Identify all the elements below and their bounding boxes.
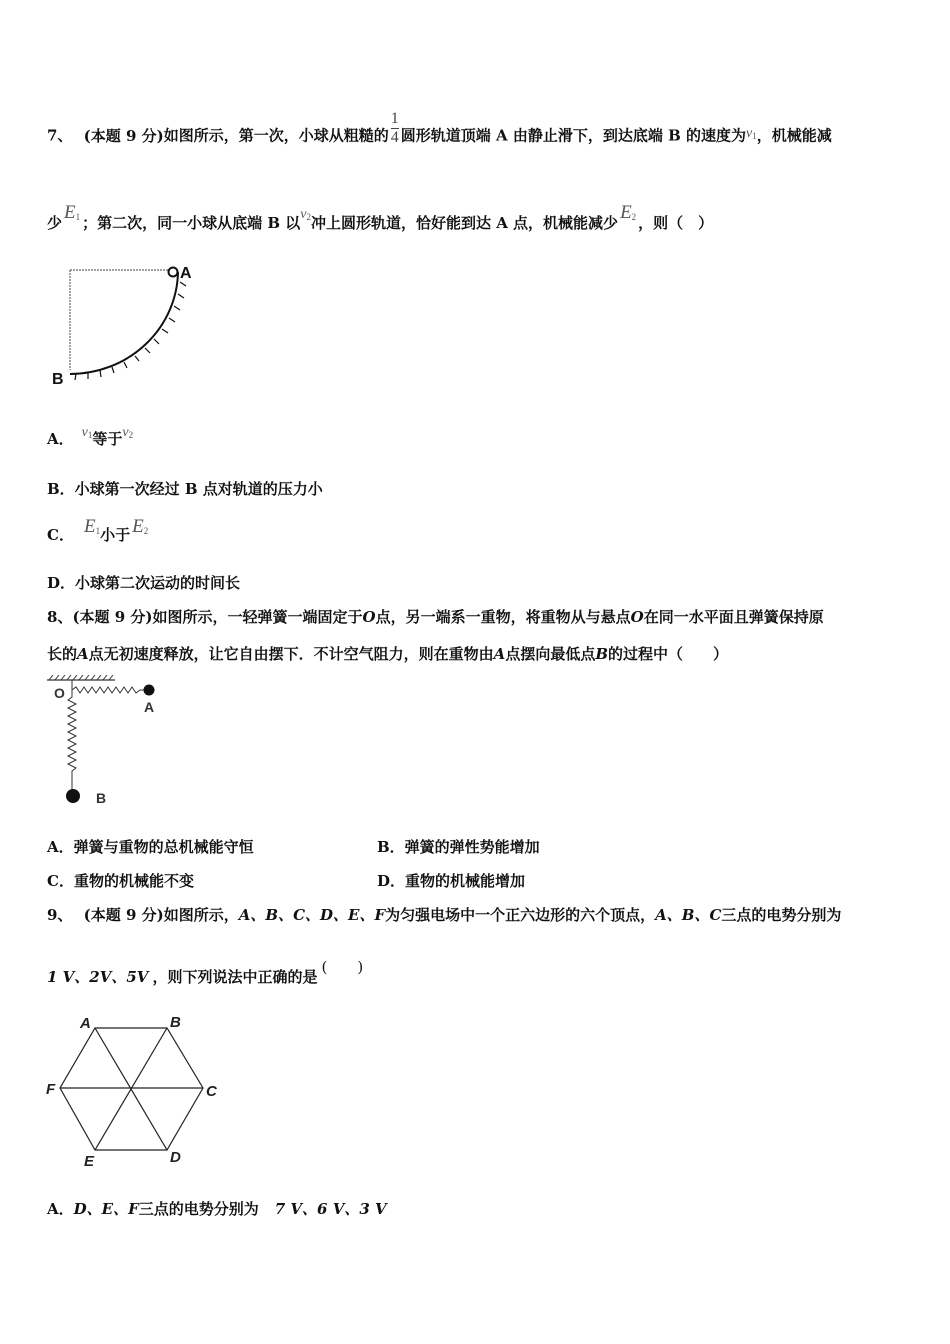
q8-o: O	[362, 608, 376, 626]
option-text: 小于	[100, 526, 131, 544]
q8-b: B	[595, 645, 609, 663]
q7-option-c	[47, 516, 149, 546]
e1-symbol: $E_1$	[83, 516, 101, 537]
q7-number: 7、	[47, 126, 73, 145]
q9-paren: ( )	[321, 958, 364, 976]
frac-den: 4	[390, 129, 399, 146]
q8-number: 8、	[47, 608, 73, 626]
q8-a: A	[77, 645, 89, 663]
point-b-label: B	[52, 371, 64, 388]
quarter-fraction	[391, 110, 399, 147]
vertex-a-label: A	[80, 1015, 91, 1032]
q9-vertices: A、B、C、D、E、F	[238, 906, 386, 924]
option-text: 等于	[92, 430, 123, 448]
v1-symbol: $v_1$	[81, 425, 93, 440]
option-values: 7 V、6 V、3 V	[274, 1200, 387, 1218]
point-a-label: A	[180, 265, 192, 282]
option-letter: A．	[47, 430, 74, 448]
e2-symbol: $E_2$	[132, 516, 149, 537]
v1-symbol: $v_1$	[745, 125, 757, 141]
v2-symbol: $v_2$	[122, 425, 134, 440]
q7-text: 如图所示，第一次，小球从粗糙的	[163, 126, 389, 145]
q8-text: 如图所示，一轻弹簧一端固定于	[152, 608, 363, 626]
point-o-label: O	[54, 685, 65, 701]
q7-line2	[47, 202, 714, 234]
q8-line1	[47, 606, 824, 627]
option-letter: C．	[47, 526, 74, 544]
q8-o: O	[630, 608, 644, 626]
q8-a: A	[493, 645, 506, 663]
e2-symbol: $E_2$	[620, 202, 637, 223]
option-text: 三点的电势分别为	[138, 1200, 259, 1218]
e1-symbol: $E_1$	[64, 202, 81, 223]
q7-text: 圆形轨道顶端 A 由静止滑下，到达底端 B 的速度为	[400, 126, 746, 145]
q7-text: 少	[47, 214, 63, 232]
q7-option-b: B．小球第一次经过 B 点对轨道的压力小	[47, 480, 323, 498]
q7-score: (本题 9 分)	[83, 126, 164, 145]
q7-option-a	[47, 425, 134, 449]
q8-text: 的过程中（ ）	[608, 645, 729, 663]
q8-option-b: B．弹簧的弹性势能增加	[377, 838, 540, 856]
q8-text: 点摆向最低点	[505, 645, 596, 663]
q8-line2	[47, 643, 728, 664]
v2-symbol: $v_2$	[300, 207, 311, 222]
q9-number: 9、	[47, 906, 73, 924]
q9-text: 为匀强电场中一个正六边形的六个顶点，	[385, 906, 656, 924]
q9-abc: A、B、C	[655, 906, 722, 924]
q9-line1	[47, 904, 841, 925]
q7-text: ；第二次，同一小球从底端 B 以	[82, 214, 301, 232]
q8-option-d: D．重物的机械能增加	[377, 872, 526, 890]
frac-num: 1	[390, 110, 399, 127]
option-vars: D、E、F	[73, 1200, 139, 1218]
q8-text: 在同一水平面且弹簧保持原	[643, 608, 824, 626]
q9-text: 如图所示，	[163, 906, 239, 924]
q8-option-a: A．弹簧与重物的总机械能守恒	[47, 838, 254, 856]
vertex-b-label: B	[170, 1014, 181, 1031]
q7-text: ，机械能减	[756, 126, 832, 145]
q8-score: (本题 9 分)	[72, 608, 153, 626]
weight-b	[66, 789, 80, 803]
q8-spring-diagram	[45, 675, 175, 805]
vertex-f-label: F	[46, 1081, 56, 1098]
vertex-d-label: D	[170, 1149, 181, 1166]
ball	[169, 268, 178, 277]
q7-line1	[47, 110, 832, 155]
q7-text: ，则（ ）	[638, 214, 714, 232]
weight-a	[144, 685, 155, 696]
q7-track-diagram	[50, 260, 210, 390]
q9-potentials: 1 V、2V、5V	[47, 968, 149, 986]
vertex-c-label: C	[206, 1083, 217, 1100]
point-b-label: B	[96, 790, 107, 805]
q8-option-c: C．重物的机械能不变	[47, 872, 194, 890]
q8-text: 点，另一端系一重物，将重物从与悬点	[375, 608, 631, 626]
q9-hexagon-diagram	[40, 1010, 230, 1170]
q8-text: 点无初速度释放，让它自由摆下．不计空气阻力，则在重物由	[88, 645, 494, 663]
vertex-e-label: E	[84, 1153, 95, 1170]
q7-text: 冲上圆形轨道，恰好能到达 A 点，机械能减少	[310, 214, 619, 232]
point-a-label: A	[144, 699, 155, 715]
q9-line2	[47, 958, 364, 987]
q9-score: (本题 9 分)	[83, 906, 164, 924]
option-letter: A．	[47, 1200, 74, 1218]
q8-text: 长的	[47, 645, 78, 663]
q9-option-a	[47, 1198, 387, 1219]
q9-text: 三点的电势分别为	[721, 906, 842, 924]
q9-text: ，则下列说法中正确的是	[152, 968, 318, 986]
q7-option-d: D．小球第二次运动的时间长	[47, 574, 241, 592]
